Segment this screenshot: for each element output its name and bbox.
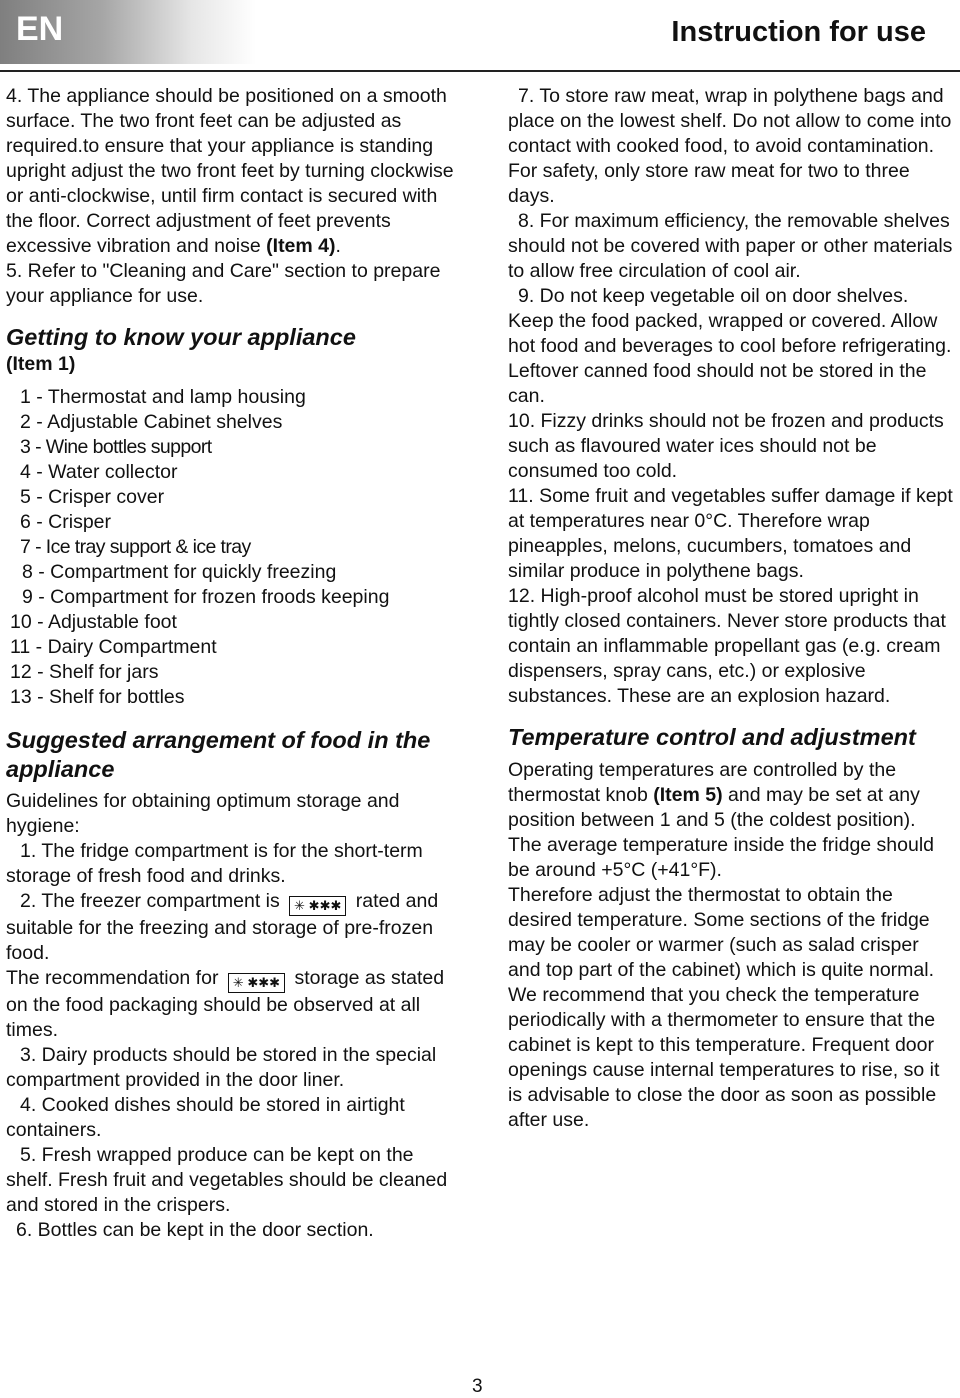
right-column — [508, 84, 954, 1133]
paragraph-fizzy-drinks: 10. Fizzy drinks should not be frozen and products such as flavoured water ices should not be consumed too cold. — [508, 410, 944, 482]
item-reference: (Item 4) — [266, 235, 336, 257]
document-title: Instruction for use — [671, 16, 926, 48]
paragraph-fridge-compartment: 1. The fridge compartment is for the short-term storage of fresh food and drinks. — [6, 840, 423, 887]
paragraph-average-temperature: The average temperature inside the fridge should be around +5°C (+41°F). — [508, 834, 935, 881]
paragraph-fresh-produce: 5. Fresh wrapped produce can be kept on the shelf. Fresh fruit and vegetables should be cleaned and stored in the crispers. — [6, 1144, 448, 1216]
item-reference: (Item 1) — [6, 353, 76, 375]
list-item: 9 - Compartment for frozen froods keeping — [22, 586, 390, 608]
paragraph-dairy: 3. Dairy products should be stored in the special compartment provided in the door liner. — [6, 1044, 437, 1091]
paragraph-refer-cleaning: 5. Refer to "Cleaning and Care" section to prepare your appliance for use. — [6, 260, 441, 307]
list-item: 3 - Wine bottles support — [20, 436, 212, 458]
paragraph-removable-shelves: 8. For maximum efficiency, the removable shelves should not be covered with paper or other materials to allow free circulation of cool air. — [508, 210, 953, 282]
paragraph-raw-meat: 7. To store raw meat, wrap in polythene bags and place on the lowest shelf. Do not allow to come into contact with cooked food, to avoid contamination. For safety, only store raw meat for two to three days. — [508, 85, 952, 207]
heading-getting-to-know: Getting to know your appliance — [6, 324, 356, 350]
paragraph-positioning: 4. The appliance should be positioned on a smooth surface. The two front feet can be adjusted as required.to ensure that your appliance is standing upright adjust the two front feet by turning clockwise or anti-clockwise, until firm contact is secured with the floor. Correct adjustment of feet prevents excessive vibration and noise (Item 4). — [6, 85, 454, 257]
paragraph-cooked-dishes: 4. Cooked dishes should be stored in airtight containers. — [6, 1094, 405, 1141]
paragraph-bottles: 6. Bottles can be kept in the door section. — [16, 1219, 374, 1241]
list-item: 2 - Adjustable Cabinet shelves — [20, 411, 283, 433]
list-item: 8 - Compartment for quickly freezing — [22, 561, 337, 583]
page-number: 3 — [472, 1376, 483, 1397]
freezer-star-rating-icon: ✳ ✱✱✱ — [289, 896, 346, 916]
header-divider — [0, 70, 960, 72]
paragraph-thermostat: Operating temperatures are controlled by the thermostat knob (Item 5) and may be set at any position between 1 and 5 (the coldest position). — [508, 759, 920, 831]
list-item: 1 - Thermostat and lamp housing — [20, 386, 306, 408]
list-item: 12 - Shelf for jars — [10, 661, 159, 683]
paragraph-vegetable-oil: 9. Do not keep vegetable oil on door shelves. Keep the food packed, wrapped or covered. Allow hot food and beverages to cool before refrigerating. Leftover canned food should not be stored in the can. — [508, 285, 952, 407]
list-item: 5 - Crisper cover — [20, 486, 165, 508]
list-item: 4 - Water collector — [20, 461, 178, 483]
page-header — [0, 0, 960, 74]
list-item: 6 - Crisper — [20, 511, 112, 533]
heading-temperature-control: Temperature control and adjustment — [508, 724, 916, 750]
paragraph-guidelines: Guidelines for obtaining optimum storage and hygiene: — [6, 790, 400, 837]
language-code: EN — [16, 10, 64, 48]
paragraph-recommendation: The recommendation for ✳ ✱✱✱ storage as stated on the food packaging should be observed at all times. — [6, 967, 445, 1041]
paragraph-fruit-vegetables: 11. Some fruit and vegetables suffer damage if kept at temperatures near 0°C. Therefore wrap pineapples, melons, cucumbers, tomatoes and similar produce in polythene bags. — [508, 485, 953, 582]
list-item: 13 - Shelf for bottles — [10, 686, 185, 708]
freezer-star-rating-icon: ✳ ✱✱✱ — [228, 973, 285, 993]
list-item: 7 - Ice tray support & ice tray — [20, 536, 251, 558]
heading-suggested-arrangement: Suggested arrangement of food in the appliance — [6, 727, 431, 782]
paragraph-freezer-compartment: 2. The freezer compartment is ✳ ✱✱✱ rated and suitable for the freezing and storage of pre-frozen food. — [6, 890, 439, 964]
paragraph-alcohol: 12. High-proof alcohol must be stored upright in tightly closed containers. Never store products that contain an inflammable propellant gas (e.g. cream dispensers, spray cans, etc.) or explosive substances. These are an explosion hazard. — [508, 585, 946, 707]
list-item: 11 - Dairy Compartment — [10, 636, 217, 658]
list-item: 10 - Adjustable foot — [10, 611, 177, 633]
language-badge — [0, 0, 256, 64]
parts-list — [6, 385, 454, 710]
left-column — [6, 84, 454, 1243]
item-reference: (Item 5) — [653, 784, 723, 806]
paragraph-adjust-thermostat: Therefore adjust the thermostat to obtain the desired temperature. Some sections of the fridge may be cooler or warmer (such as salad crisper and top part of the cabinet) which is quite normal. We recommend that you check the temperature periodically with a thermometer to ensure that the cabinet is kept to this temperature. Frequent door openings cause internal temperatures to rise, so it is advisable to close the door as soon as possible after use. — [508, 884, 940, 1131]
